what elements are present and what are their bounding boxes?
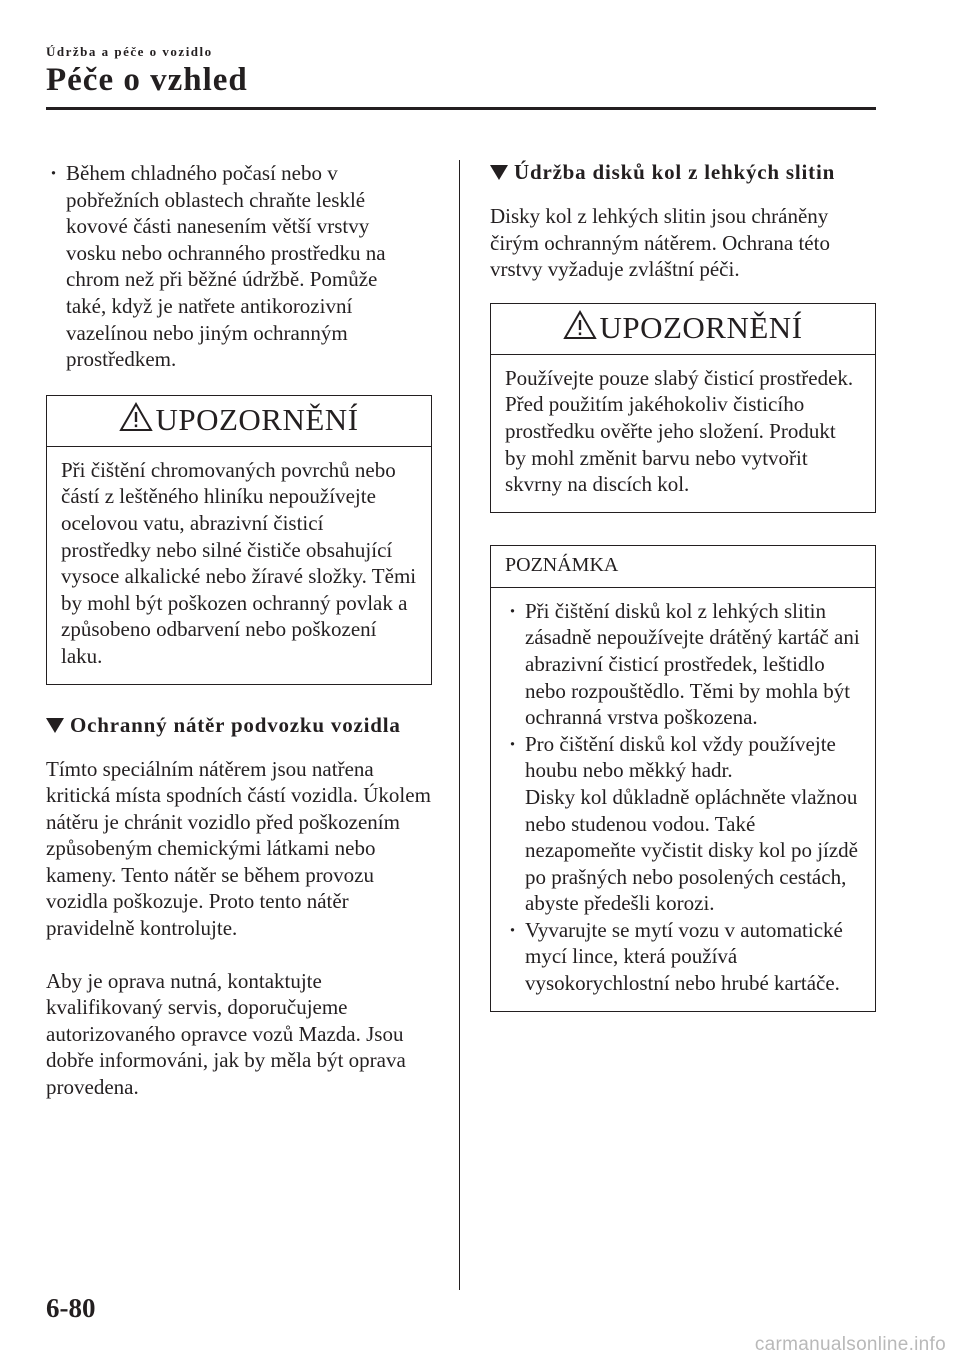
caution-text: Při čištění chromovaných povrchů nebo částí z leštěného hliníku nepoužívejte ocelovou vatu, abrazivní čisticí prostředky nebo silné čističe obsahující vysoce alkalické nebo žíravé složky. Těmi by mohl být poškozen ochranný povlak a způsobeno odbarvení nebo poškození laku. (61, 457, 417, 668)
warning-icon (119, 402, 153, 440)
section-header: Údržba a péče o vozidlo (46, 44, 213, 59)
paragraph: Aby je oprava nutná, kontaktujte kvalifikovaný servis, doporučujeme autorizovaného opravce vozů Mazda. Jsou dobře informováni, jak by měla být oprava provedena. (46, 968, 406, 1100)
paragraph: Disky kol z lehkých slitin jsou chráněny čirým ochranným nátěrem. Ochrana této vrstvy vyžaduje zvláštní péči. (490, 204, 830, 282)
caution-text: Používejte pouze slabý čisticí prostředek. Před použitím jakéhokoliv čisticího prostředku ověřte jeho složení. Produkt by mohl změnit barvu nebo vytvořit skvrny na discích kol. (505, 365, 854, 497)
page-number: 6-80 (46, 1293, 96, 1323)
caution-header (491, 304, 875, 355)
caution-title: UPOZORNĚNÍ (155, 401, 359, 437)
caution-title: UPOZORNĚNÍ (599, 309, 803, 345)
section-title (46, 713, 432, 738)
list-item: · Při čištění disků kol z lehkých slitin zásadně nepoužívejte drátěný kartáč ani abrazivní čisticí prostředek, leštidlo nebo rozpouštědlo. Těmi by mohla být ochranná vrstva poškozena. (505, 598, 865, 731)
list-item: · Během chladného počasí nebo v pobřežních oblastech chraňte lesklé kovové části nanesením větší vrstvy vosku nebo ochranného prostředku na chrom než při běžné údržbě. Pomůže také, když je natřete antikorozivní vazelínou nebo jiným ochranným prostředkem. (46, 160, 432, 373)
note-title: POZNÁMKA (491, 546, 875, 588)
watermark: carmanualsonline.info (754, 1334, 946, 1355)
caution-header (47, 396, 431, 447)
section-title (490, 160, 876, 185)
note-box (490, 545, 876, 1012)
right-column (490, 160, 876, 1012)
page-title: Péče o vzhled (46, 62, 248, 98)
section-title-text: Údržba disků kol z lehkých slitin (514, 160, 836, 184)
triangle-down-icon (46, 718, 64, 733)
list-item-continuation: Disky kol důkladně opláchněte vlažnou nebo studenou vodou. Také nezapomeňte vyčistit disky kol po jízdě po prašných nebo posolených cestách, abyste předešli korozi. (525, 784, 859, 916)
header-divider (46, 107, 876, 110)
left-column (46, 160, 432, 1101)
paragraph: Tímto speciálním nátěrem jsou natřena kritická místa spodních částí vozidla. Úkolem nátěru je chránit vozidlo před poškozením způsobeným chemickými látkami nebo kameny. Tento nátěr se během provozu vozidla poškozuje. Proto tento nátěr pravidelně kontrolujte. (46, 756, 431, 941)
column-divider (459, 160, 460, 1290)
triangle-down-icon (490, 165, 508, 180)
caution-box (46, 395, 432, 685)
caution-box (490, 303, 876, 513)
section-title-text: Ochranný nátěr podvozku vozidla (70, 712, 401, 737)
warning-icon (563, 310, 597, 348)
list-item: · Pro čištění disků kol vždy používejte houbu nebo měkký hadr. (505, 731, 865, 784)
note-body (491, 588, 875, 1011)
list-item: · Vyvarujte se mytí vozu v automatické mycí lince, která používá vysokorychlostní nebo hrubé kartáče. (505, 917, 865, 997)
